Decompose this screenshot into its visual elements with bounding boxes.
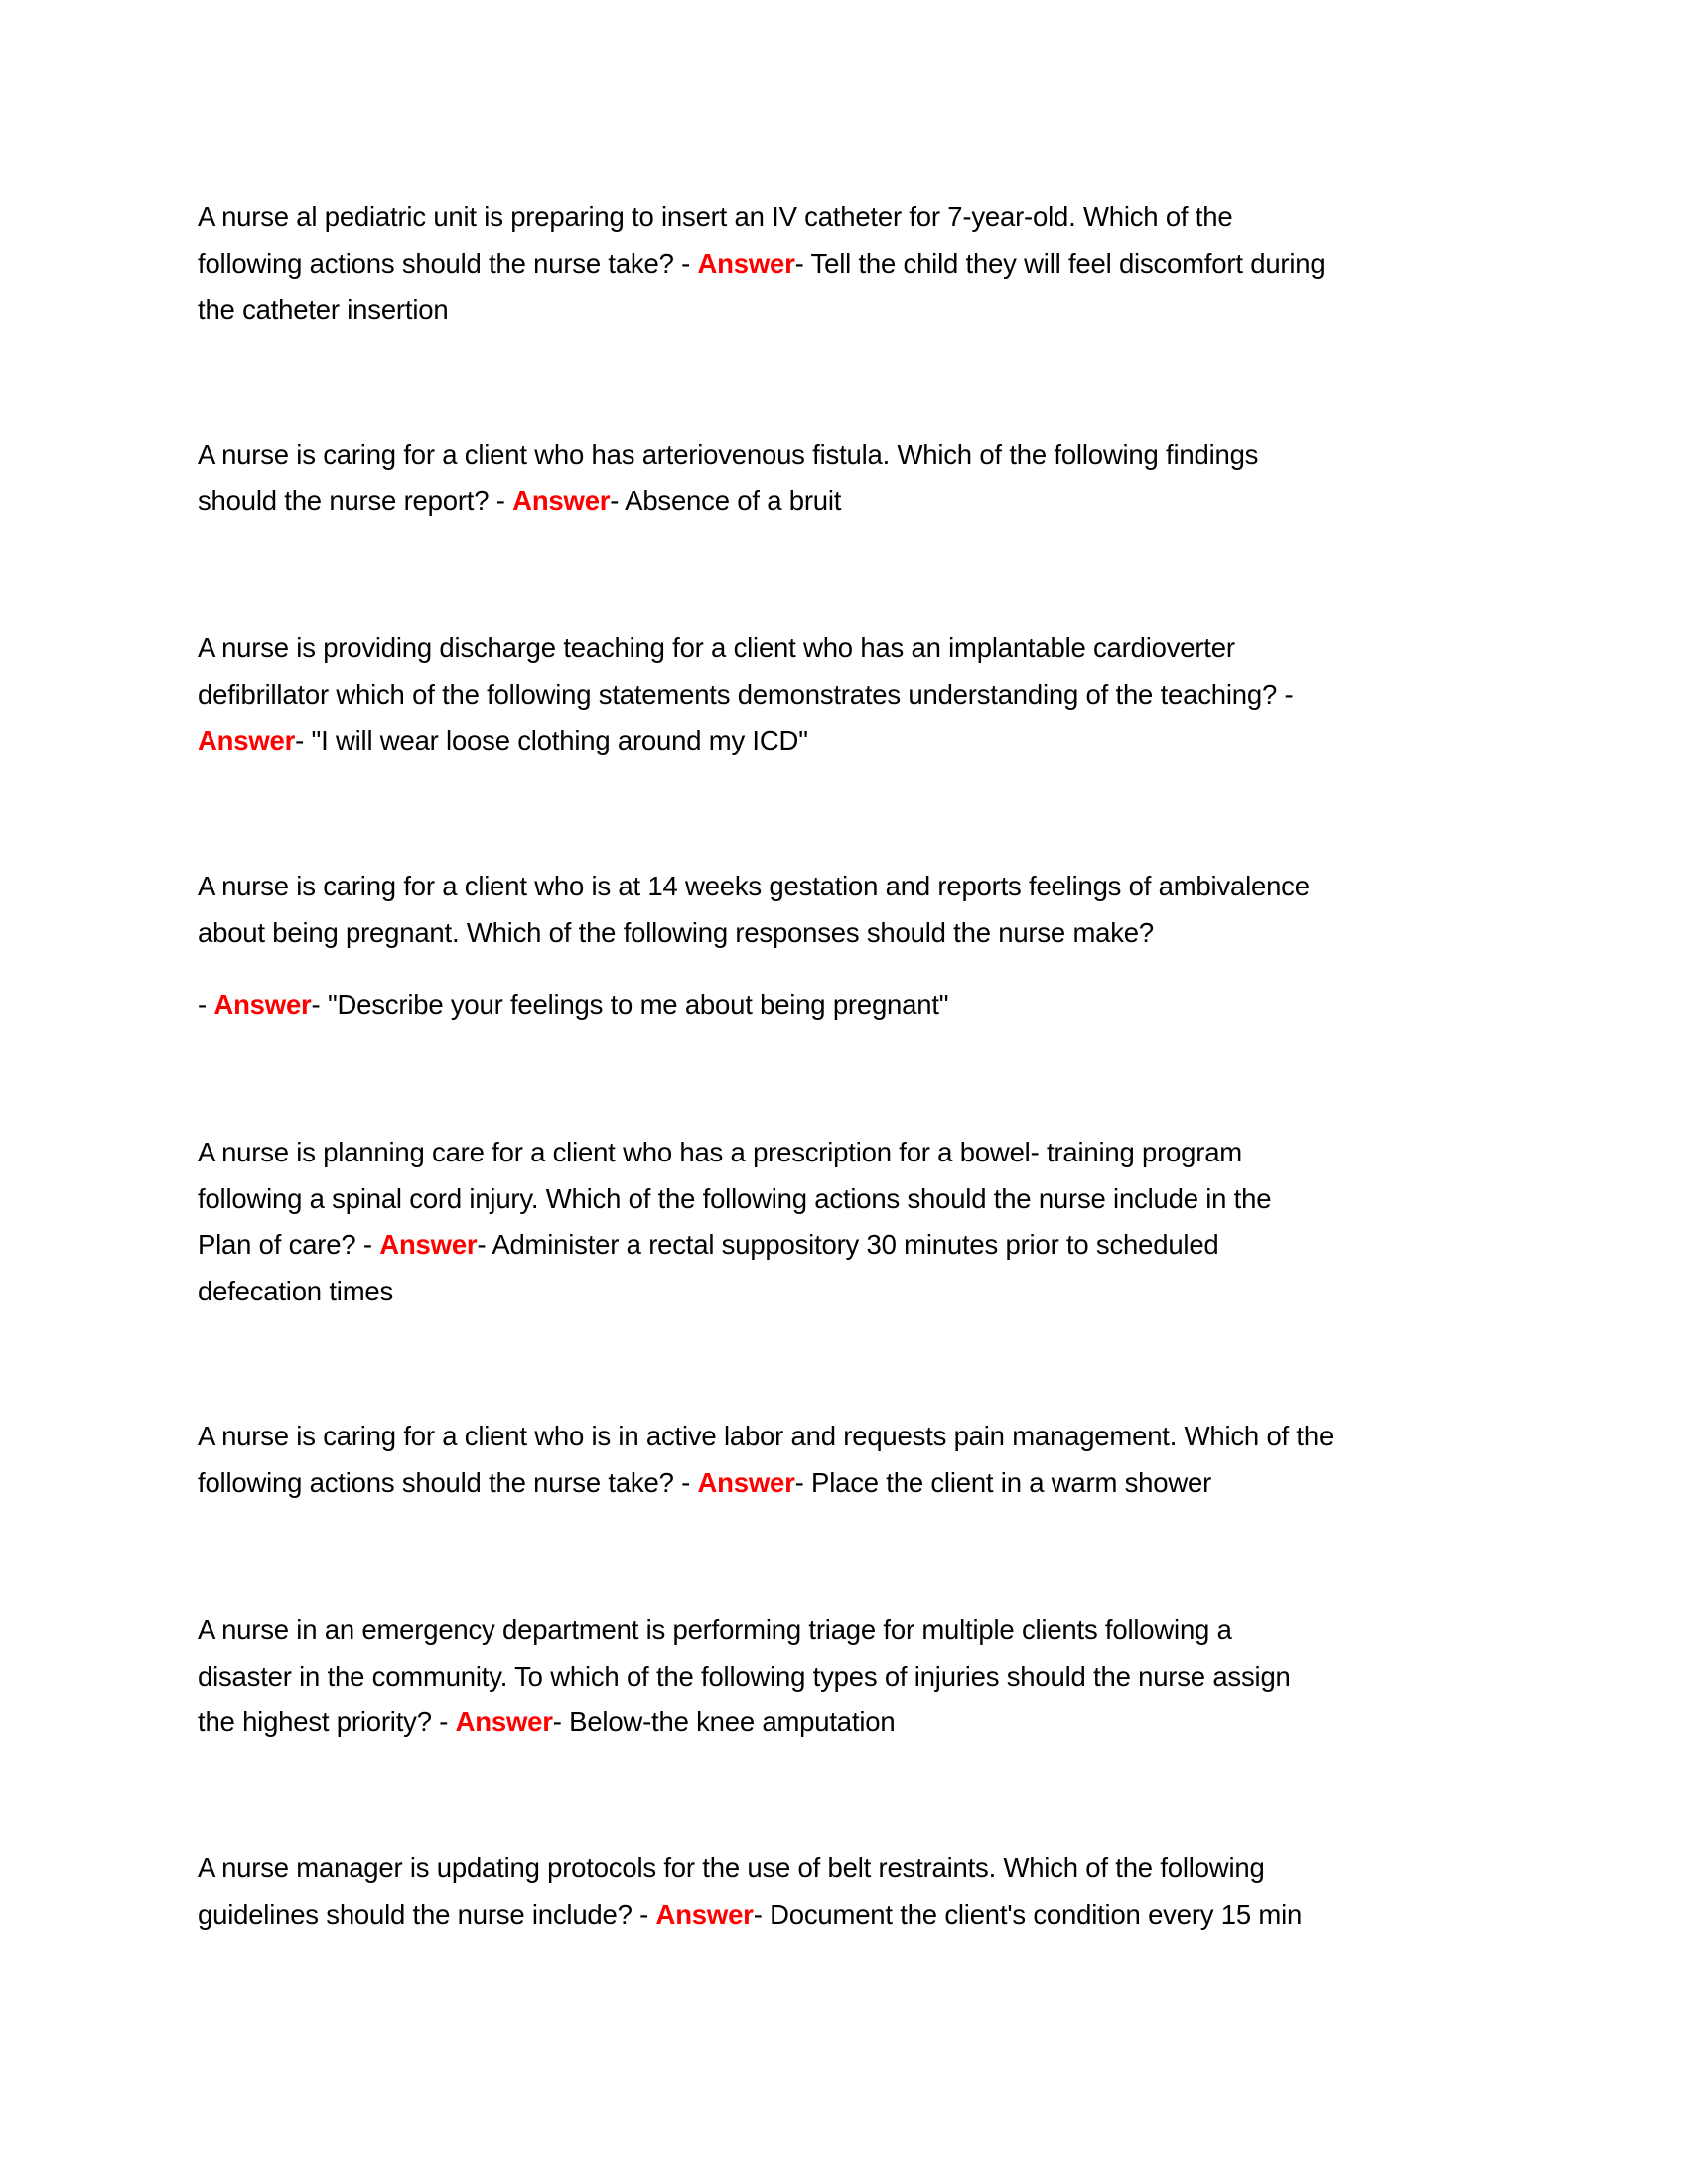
question-text: A nurse al pediatric unit is preparing to insert an IV catheter for 7-year-old. Which of the	[198, 202, 1233, 232]
text-line	[198, 910, 1508, 957]
answer-label: Answer	[213, 989, 312, 1020]
question-text: -	[198, 989, 214, 1020]
text-line	[198, 241, 1508, 288]
question-text: defecation times	[198, 1275, 394, 1306]
answer-label: Answer	[697, 1466, 795, 1498]
question-text: A nurse manager is updating protocols for the use of belt restraints. Which of the following	[198, 1852, 1265, 1883]
answer-text: - Place the client in a warm shower	[794, 1466, 1212, 1498]
question-text: A nurse is planning care for a client who has a prescription for a bowel- training program	[198, 1137, 1243, 1167]
question-text: following actions should the nurse take? -	[198, 1466, 698, 1498]
text-line	[198, 982, 1508, 1028]
text-line	[198, 1269, 1508, 1315]
text-line	[198, 1700, 1508, 1746]
question-text: guidelines should the nurse include? -	[198, 1898, 656, 1930]
question-text: A nurse is caring for a client who is in active labor and requests pain management. Which of the	[198, 1421, 1335, 1451]
question-text: A nurse is caring for a client who has arteriovenous fistula. Which of the following findings	[198, 439, 1259, 470]
text-line	[198, 1414, 1508, 1460]
question-text: disaster in the community. To which of the following types of injuries should the nurse assign	[198, 1660, 1291, 1692]
text-line	[198, 718, 1508, 764]
text-line	[198, 1222, 1508, 1269]
qa-item	[198, 432, 1508, 524]
question-text: following a spinal cord injury. Which of the following actions should the nurse include in the	[198, 1182, 1272, 1214]
qa-item	[198, 195, 1508, 334]
answer-text: - Below-the knee amputation	[552, 1706, 896, 1737]
qa-item	[198, 864, 1508, 956]
text-line	[198, 432, 1508, 478]
qa-item	[198, 1845, 1508, 1938]
qa-item	[198, 625, 1508, 764]
answer-text: - Administer a rectal suppository 30 minutes prior to scheduled	[477, 1229, 1219, 1260]
text-line	[198, 287, 1508, 334]
answer-text: - "Describe your feelings to me about being pregnant"	[311, 989, 949, 1020]
text-line	[198, 1130, 1508, 1176]
text-line	[198, 195, 1508, 241]
qa-item	[198, 1130, 1508, 1314]
text-line	[198, 1176, 1508, 1223]
answer-label: Answer	[455, 1706, 553, 1737]
question-text: the catheter insertion	[198, 294, 449, 325]
question-text: A nurse in an emergency department is performing triage for multiple clients following a	[198, 1614, 1232, 1645]
qa-item	[198, 1414, 1508, 1506]
answer-label: Answer	[655, 1898, 754, 1930]
answer-label: Answer	[379, 1229, 478, 1260]
text-line	[198, 625, 1508, 672]
text-line	[198, 1607, 1508, 1654]
question-text: should the nurse report? -	[198, 484, 513, 516]
text-line	[198, 1845, 1508, 1892]
question-text: following actions should the nurse take? -	[198, 247, 698, 279]
answer-text: - "I will wear loose clothing around my ICD"	[295, 725, 808, 755]
text-line	[198, 864, 1508, 910]
answer-label: Answer	[697, 247, 795, 279]
text-line	[198, 672, 1508, 719]
answer-text: - Document the client's condition every 15 min	[753, 1898, 1303, 1930]
question-text: the highest priority? -	[198, 1706, 456, 1737]
answer-text: - Tell the child they will feel discomfort during	[794, 247, 1326, 279]
question-text: A nurse is caring for a client who is at 14 weeks gestation and reports feelings of ambivalence	[198, 871, 1310, 901]
answer-text: - Absence of a bruit	[610, 484, 842, 516]
question-text: A nurse is providing discharge teaching for a client who has an implantable cardioverter	[198, 632, 1235, 663]
answer-label: Answer	[198, 725, 296, 755]
qa-item	[198, 1607, 1508, 1746]
text-line	[198, 1892, 1508, 1939]
question-text: defibrillator which of the following statements demonstrates understanding of the teaching? -	[198, 678, 1294, 710]
question-text: about being pregnant. Which of the following responses should the nurse make?	[198, 916, 1154, 948]
question-text: Plan of care? -	[198, 1229, 380, 1260]
text-line	[198, 1654, 1508, 1701]
text-line	[198, 1460, 1508, 1507]
answer-label: Answer	[512, 484, 611, 516]
text-line	[198, 478, 1508, 525]
qa-item	[198, 982, 1508, 1028]
